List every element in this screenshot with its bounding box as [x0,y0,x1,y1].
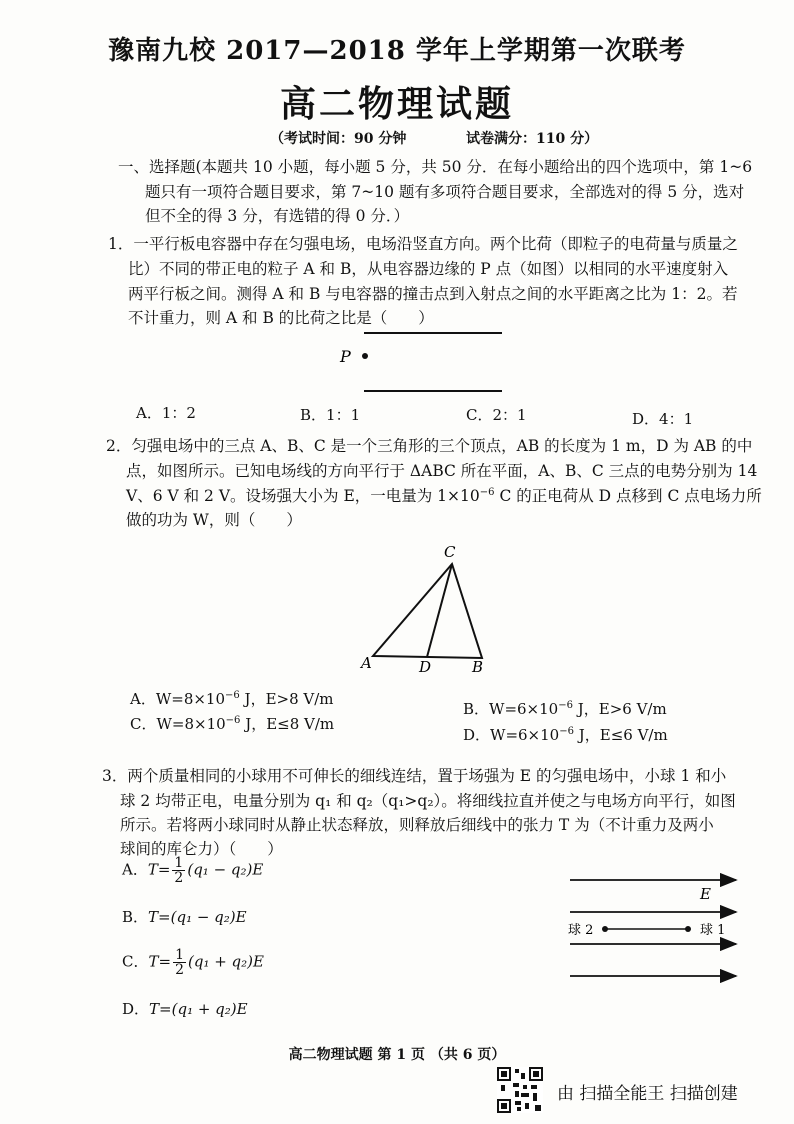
q3-option-c[interactable]: C．T= $\frac{1}{2}$ (q₁ + q₂)E [122,947,264,978]
triangle-abc [373,564,482,658]
q1-option-c[interactable]: C．2：1 [466,406,527,424]
q2-option-c[interactable]: C．$W=8\times 10^{-6}$ J，E≤8 V/m [130,715,335,733]
section-instruction-line2: 题只有一项符合题目要求，第 7~10 题有多项符合题目要求，全部选对的得 5 分，选对 [145,183,745,201]
q1-option-b[interactable]: B．1：1 [300,406,361,424]
exam-time: （考试时间：90 分钟 [270,131,407,147]
vertex-c-label: C [444,543,456,561]
q1-option-a[interactable]: A．1：2 [136,404,196,422]
qr-code-icon [497,1067,543,1113]
point-p-dot [362,353,368,359]
subject-title: 高二物理试题 [279,83,514,125]
q2-option-d[interactable]: D．$W=6\times 10^{-6}$ J，E≤6 V/m [463,726,668,744]
scanner-watermark: 由 扫描全能王 扫描创建 [557,1084,738,1104]
q1-line2: 比）不同的带正电的粒子 A 和 B，从电容器边缘的 P 点（如图）以相同的水平速度射入 [128,260,729,278]
q1-option-d[interactable]: D．4：1 [632,410,694,428]
q3-line2: 球 2 均带正电，电量分别为 q₁ 和 q₂（q₁>q₂）。将细线拉直并使之与电场方向平行，如图 [120,792,736,810]
q1-line3: 两平行板之间。测得 A 和 B 与电容器的撞击点到入射点之间的水平距离之比为 1：2。若 [128,285,738,303]
q2-line4: 做的功为 W，则（ ） [126,511,302,529]
q3-field-figure [560,868,750,988]
full-score: 试卷满分：110 分） [466,131,599,147]
vertex-a-label: A [361,654,372,672]
q1-line4: 不计重力，则 A 和 B 的比荷之比是（ ） [128,309,434,327]
q2-option-b[interactable]: B．$W=6\times 10^{-6}$ J，E>6 V/m [463,700,667,718]
q1-line1: 1．一平行板电容器中存在匀强电场，电场沿竖直方向。两个比荷（即粒子的电荷量与质量之 [108,235,738,253]
q3-option-b[interactable]: B．T=(q₁ − q₂)E [122,908,247,926]
q3-option-a[interactable]: A．T= $\frac{1}{2}$ (q₁ − q₂)E [122,855,264,886]
ball-2 [602,926,608,932]
ball-1 [685,926,691,932]
q3-line1: 3．两个质量相同的小球用不可伸长的细线连结，置于场强为 E 的匀强电场中，小球 1 和小 [102,767,727,785]
q3-line4: 球间的库仑力）（ ） [120,840,283,858]
page-footer: 高二物理试题 第 1 页 （共 6 页） [288,1047,506,1063]
q3-option-d[interactable]: D．T=(q₁ + q₂)E [122,1000,248,1018]
section-instruction-line1: 一、选择题(本题共 10 小题，每小题 5 分，共 50 分．在每小题给出的四个选项中，第 1~6 [118,158,753,176]
field-e-label: E [700,885,711,903]
vertex-b-label: B [472,658,484,676]
q2-option-a[interactable]: A．$W=8\times 10^{-6}$ J，E>8 V/m [130,690,334,708]
q3-line3: 所示。若将两小球同时从静止状态释放，则释放后细线中的张力 T 为（不计重力及两小 [120,816,714,834]
q2-line2: 点，如图所示。已知电场线的方向平行于 ΔABC 所在平面，A、B、C 三点的电势分别为 14 [126,462,758,480]
point-d-label: D [419,658,432,676]
q2-triangle-figure [355,538,495,678]
ball-2-label: 球 2 [568,923,594,938]
exam-title: 豫南九校 2017—2018 学年上学期第一次联考 [108,36,686,66]
q2-line1: 2．匀强电场中的三点 A、B、C 是一个三角形的三个顶点，AB 的长度为 1 m，D 为 AB 的中 [106,437,753,455]
q1-capacitor-figure [330,325,520,405]
point-p-label: P [340,347,351,366]
ball-1-label: 球 1 [700,923,726,938]
section-instruction-line3: 但不全的得 3 分，有选错的得 0 分．） [145,207,410,225]
q2-line3: V、6 V 和 2 V。设场强大小为 E，一电量为 $1\times 10^{-6}$ C 的正电荷从 D 点移到 C 点电场力所 [126,486,762,505]
